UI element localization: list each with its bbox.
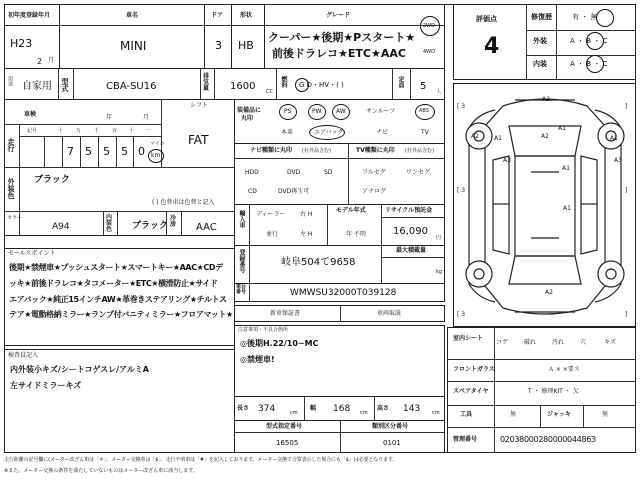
odo-unit-1: 万: [76, 128, 82, 134]
use-label-small: 用途: [7, 76, 13, 86]
capacity-label: 定員: [397, 76, 404, 88]
plate-value: 岐阜504て9658: [281, 257, 356, 268]
tv-analog: アナログ: [362, 188, 387, 195]
displacement-label: 排気量: [203, 73, 210, 92]
navi-hdd: HDD: [245, 169, 259, 176]
equipment-label-2: 丸印: [241, 115, 254, 122]
repair-options: 有 ・ 無: [572, 13, 598, 21]
interior-color-label: 内装色: [106, 214, 113, 233]
exterior-score-label: 外装: [533, 37, 547, 45]
doors-value: 3: [215, 39, 222, 52]
spare-tire-value: T ・ 修理KIT ・ 欠: [528, 388, 579, 395]
height-value: 143: [403, 404, 421, 414]
grade-label: グレード: [326, 12, 351, 19]
equip-aw: AW: [336, 108, 346, 115]
exterior-color-label: 外装色: [7, 178, 15, 199]
odo-unit-0: 十: [58, 128, 64, 134]
navi-dvd: DVD: [287, 169, 301, 176]
odo-digit-5: 0: [138, 145, 145, 158]
equip-tv: TV: [421, 129, 429, 136]
odo-unit-4: 十: [129, 128, 135, 134]
odo-digit-2: 5: [85, 145, 92, 158]
tv-note: (社外品含む): [405, 148, 434, 154]
grade-line-1: クーパー★後期★Pスタート★: [268, 31, 416, 44]
svg-text:[ 3: [ 3: [457, 103, 466, 110]
equip-leather: 本革: [281, 129, 294, 136]
navi-note: (社外品含む): [302, 148, 331, 154]
repair-label: 修復歴: [531, 13, 552, 21]
new-car-warranty: 新車保証書: [270, 310, 301, 317]
type-designation-value: 16505: [276, 439, 299, 447]
first-reg-month-unit: 月: [48, 57, 55, 64]
damage-label-a1-right: A1: [610, 135, 618, 142]
odo-unit-2: 千: [94, 128, 100, 134]
recycle-label: リサイクル預託金: [385, 207, 433, 214]
odo-mile-label: マイル: [150, 141, 165, 147]
equip-sunroof: サンルーフ: [366, 108, 396, 115]
equip-ps: PS: [284, 108, 292, 115]
class-number-value: 0101: [383, 439, 401, 447]
car-name-value: MINI: [120, 39, 147, 53]
seat-item-tear: 破れ: [524, 339, 537, 346]
color-change-note: ( ) 色替車は色替と記入: [152, 199, 215, 206]
vin-value: WMWSU32000T039128: [290, 288, 397, 298]
interior-score-label: 内装: [533, 60, 547, 68]
handle-right: 右 H: [300, 211, 313, 218]
vin-label: 車台番号: [236, 284, 247, 295]
navi-sd: SD: [324, 169, 333, 176]
footer-line-1: 走行距離の記号欄に(メーター改ざん車は「＊」、メーター交換車は「$」、走行不明車は「#」を記入しております。メーター交換で合算表示した場合にも「$」は必要となります。: [4, 457, 398, 463]
import-label: 輸入車: [238, 210, 245, 228]
drive-2wd: 2WD: [423, 23, 435, 29]
max-load-kg: kg: [436, 269, 443, 275]
equip-abs: ABS: [419, 108, 429, 114]
tv-oneseg: ワンセグ: [406, 169, 431, 176]
odo-digit-4: 5: [121, 145, 128, 158]
use-value: 自家用: [22, 81, 52, 92]
tv-fullseg: フルセグ: [362, 169, 386, 176]
score-label: 評価点: [476, 15, 497, 23]
navi-cd: CD: [248, 188, 257, 195]
spare-tire-label: スペアタイヤ: [453, 388, 489, 395]
notes-label: 注意事項・不具合箇所: [238, 327, 289, 333]
inspector-note-1: 内外装小キズ/シートコゲスレ/アルミA: [10, 365, 149, 374]
notes-line-1: ◎後期H.22/10~MC: [240, 339, 319, 348]
class-number-label: 類別区分番号: [372, 423, 409, 430]
exterior-score-options: A ・ B ・ C: [570, 37, 608, 45]
vehicle-manual: 車両取説: [377, 310, 402, 317]
damage-label-a1-mid: A1: [562, 165, 570, 172]
front-glass-value: Ａ × ×要ス: [548, 366, 580, 373]
inspection-month: 月: [143, 114, 150, 121]
interior-score-circle: [586, 55, 604, 73]
seat-item-burn: コゲ: [496, 339, 509, 346]
doors-label: ドア: [211, 12, 223, 19]
first-reg-label: 初年度登録年月: [8, 12, 51, 19]
svg-text:]: ]: [625, 311, 628, 318]
equipment-label-1: 装備品に: [237, 107, 262, 114]
damage-label-a1-top-left: A1: [494, 135, 502, 142]
recycle-value: 16,090: [393, 226, 428, 237]
height-label: 高さ: [377, 405, 390, 412]
equip-pw: PW: [312, 108, 322, 115]
jack-value: 無: [602, 411, 609, 418]
import-dealer: ディーラー: [256, 211, 286, 218]
odo-record-label: 記号: [27, 128, 38, 134]
length-label: 長さ: [237, 405, 250, 412]
equip-airbag: エアバック: [314, 129, 344, 136]
sales-points-label: セールスポイント: [8, 250, 56, 257]
inspection-label: 車検: [24, 111, 37, 118]
damage-label-a3-right: A3: [614, 157, 622, 164]
import-parallel: 並行: [266, 231, 279, 238]
color-code-label: カラー: [7, 215, 23, 221]
notes-line-2: ◎禁煙車!: [240, 355, 275, 364]
ac-value: AAC: [196, 222, 217, 233]
tools-label: 工具: [460, 411, 473, 418]
odo-km: km: [151, 152, 161, 159]
odo-digit-3: 5: [103, 145, 110, 158]
sales-point-line-2: ッキ★前後ドラレコ★タコメーター★ETC★横滑防止★サイド: [9, 279, 218, 288]
grade-line-2: 前後ドラレコ★ETC★AAC: [272, 47, 406, 60]
type-designation-label: 型式指定番号: [266, 423, 303, 430]
seat-item-scratch: キズ: [604, 339, 616, 346]
model-label: 型式: [61, 78, 69, 92]
max-load-label: 最大積載量: [396, 247, 427, 254]
exterior-score-circle: [586, 32, 604, 50]
odo-unit-3: 百: [112, 128, 118, 134]
fuel-options: G D・HV・( ): [299, 81, 344, 89]
capacity-value: 5: [420, 81, 427, 92]
body-label: 形状: [240, 12, 253, 19]
handle-left: 左 H: [300, 231, 313, 238]
inspection-year: 年: [106, 114, 113, 121]
interior-score-options: A ・ B ・ C: [570, 60, 608, 68]
cc-unit: CC: [266, 89, 273, 95]
height-unit: cm: [432, 410, 440, 416]
interior-seat-label: 室内シート: [453, 335, 484, 342]
shift-value: FAT: [188, 133, 209, 147]
width-label: 幅: [310, 405, 317, 412]
odo-digit-1: 7: [67, 145, 74, 158]
width-unit: cm: [360, 410, 368, 416]
recycle-yen: 円: [436, 235, 442, 241]
damage-label-a2-left: A2: [471, 133, 479, 140]
odo-unit-5: 一: [146, 128, 152, 134]
fuel-label: 燃料: [280, 76, 287, 88]
repair-selected-circle: [596, 9, 614, 27]
tv-title: TV種類に丸印: [356, 147, 395, 154]
front-glass-label: フロントガラス: [453, 366, 495, 373]
length-value: 374: [258, 404, 276, 414]
equip-navi: ナビ: [376, 129, 389, 136]
damage-label-a3: A3: [503, 157, 511, 164]
damage-label-a1-top-right: A1: [558, 125, 566, 132]
exterior-color-value: ブラック: [34, 175, 70, 185]
color-code-value: A94: [52, 222, 70, 232]
capacity-unit: 人: [436, 89, 442, 95]
ac-label: 冷房: [170, 215, 177, 228]
score-value: 4: [484, 34, 500, 59]
odometer-label: 走行: [7, 138, 15, 152]
model-year-label: モデル年式: [336, 207, 366, 214]
damage-label-a2-hood: A2: [541, 133, 549, 140]
sales-point-line-3: エアバック★純正15インチAW★革巻きステアリング★チルトス: [9, 295, 227, 304]
row2-frame: [4, 68, 445, 100]
management-number-label: 管理番号: [453, 436, 478, 443]
sales-point-line-1: 後期★禁煙車★プッシュスタート★スマートキー★AAC★CDデ: [9, 263, 223, 272]
sales-point-line-4: テア★電動格納ミラー★ランプ付バニティミラー★フロアマット★: [9, 310, 233, 319]
damage-label-a2-rear: A2: [545, 289, 553, 296]
seat-item-stain: 汚れ: [552, 339, 565, 346]
width-value: 168: [333, 404, 351, 414]
navi-dvd-play: DVD再生可: [278, 188, 310, 195]
footer-line-2: ※また、メーター交換の条件を満たしていないものはメーター改ざん車に該当します。: [4, 468, 198, 474]
model-value: CBA-SU16: [106, 81, 157, 92]
model-year-value: 年 不明: [346, 231, 366, 238]
jack-label: ジャッキ: [547, 411, 571, 418]
plate-label: 登録番号: [238, 249, 245, 273]
svg-text:]: ]: [625, 103, 628, 110]
tools-value: 無: [510, 411, 517, 418]
drive-4wd: 4WD: [423, 49, 435, 55]
svg-text:[ 3: [ 3: [457, 311, 466, 318]
navi-title: ナビ種類に丸印: [250, 147, 293, 154]
svg-text:]: ]: [625, 187, 628, 194]
damage-label-a1-lower: A1: [563, 205, 571, 212]
management-number-value: 0203800028000004486З: [500, 435, 596, 444]
displacement-value: 1600: [230, 81, 256, 92]
car-name-label: 車名: [126, 12, 139, 19]
length-unit: cm: [290, 410, 298, 416]
body-value: HB: [238, 39, 254, 52]
svg-text:[ 3: [ 3: [457, 187, 466, 194]
seat-item-hole: 穴: [580, 339, 587, 346]
inspector-note-2: 左サイドミラーキズ: [10, 381, 82, 390]
interior-color-value: ブラック: [132, 221, 168, 231]
first-reg-month: 2: [37, 57, 43, 66]
damage-label-front: A2: [542, 96, 550, 103]
inspector-notes-label: 検査員記入: [8, 352, 39, 359]
shift-label: シフト: [190, 102, 209, 109]
first-reg-year: H23: [10, 37, 33, 50]
